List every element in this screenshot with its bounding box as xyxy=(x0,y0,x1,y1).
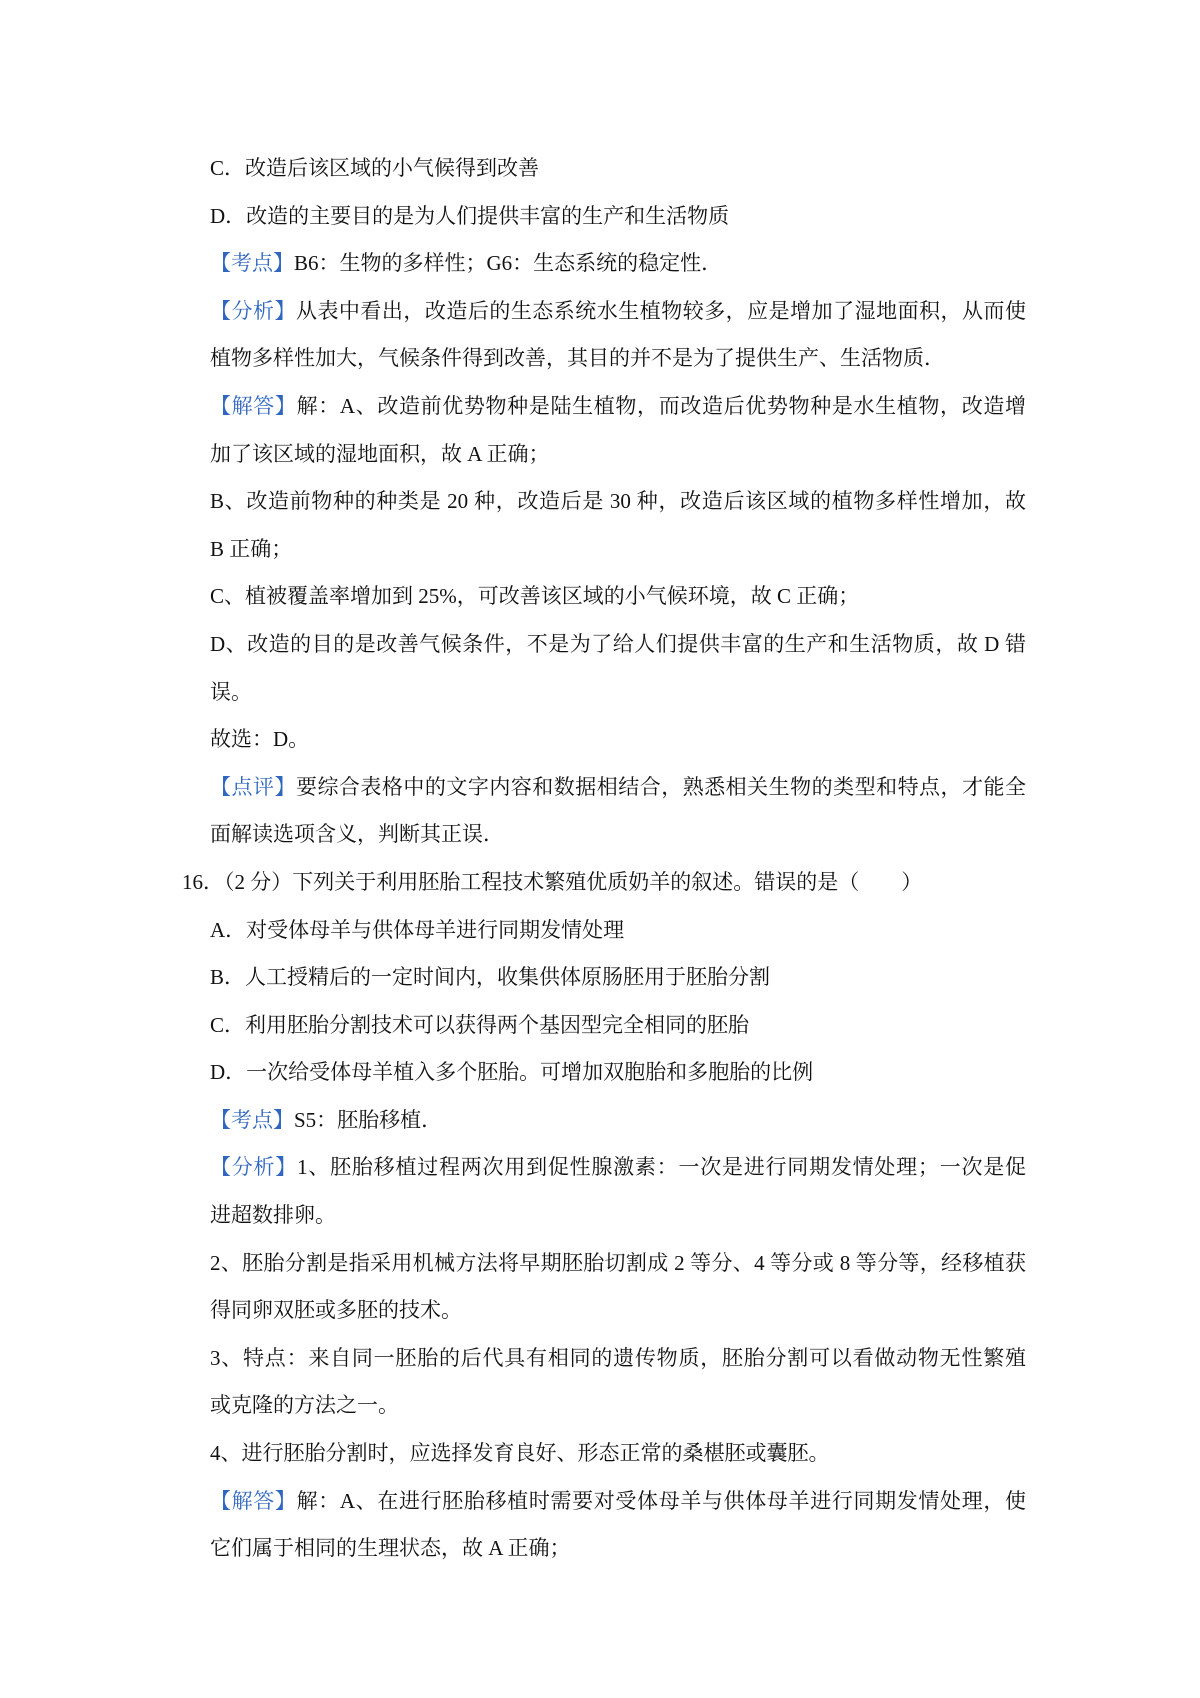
q16-option-b: B．人工授精后的一定时间内，收集供体原肠胚用于胚胎分割 xyxy=(210,965,771,990)
section-label-kaodian: 【考点】 xyxy=(210,1107,294,1132)
q16-fenxi-line: 或克隆的方法之一。 xyxy=(210,1393,399,1418)
q16-jieda-line: 它们属于相同的生理状态，故 A 正确； xyxy=(210,1536,571,1561)
q15-jieda-line: C、植被覆盖率增加到 25%，可改善该区域的小气候环境，故 C 正确； xyxy=(210,584,860,609)
section-text: 从表中看出，改造后的生态系统水生植物较多，应是增加了湿地面积，从而使 xyxy=(295,298,1027,323)
question-score: （2 分） xyxy=(224,869,293,894)
q15-jieda-line: 加了该区域的湿地面积，故 A 正确； xyxy=(210,441,550,466)
q16-fenxi-line: 2、胚胎分割是指采用机械方法将早期胚胎切割成 2 等分、4 等分或 8 等分等，经移植获 xyxy=(210,1250,1026,1275)
q16-fenxi-line: 4、进行胚胎分割时，应选择发育良好、形态正常的桑椹胚或囊胚。 xyxy=(210,1441,830,1466)
q16-option-d: D．一次给受体母羊植入多个胚胎。可增加双胞胎和多胞胎的比例 xyxy=(210,1060,814,1085)
q16-fenxi-line xyxy=(210,1144,1026,1192)
q16-kaodian xyxy=(210,1097,1026,1145)
q15-jieda-line xyxy=(210,383,1026,431)
q16-fenxi-line: 得同卵双胚或多胚的技术。 xyxy=(210,1298,462,1323)
q16-jieda-line xyxy=(210,1478,1026,1526)
q15-dianping-line xyxy=(210,764,1026,812)
q15-kaodian xyxy=(210,240,1026,288)
q15-answer-choice: 故选：D。 xyxy=(210,727,310,752)
question-text: 下列关于利用胚胎工程技术繁殖优质奶羊的叙述。错误的是（ ） xyxy=(292,869,923,894)
section-text: 解：A、在进行胚胎移植时需要对受体母羊与供体母羊进行同期发情处理，使 xyxy=(296,1488,1026,1513)
page-content xyxy=(182,145,1027,1573)
section-label-fenxi: 【分析】 xyxy=(210,1155,298,1180)
q16-option-a: A．对受体母羊与供体母羊进行同期发情处理 xyxy=(210,917,625,942)
q15-jieda-line: D、改造的目的是改善气候条件，不是为了给人们提供丰富的生产和生活物质，故 D 错 xyxy=(210,631,1026,656)
section-text: 1、胚胎移植过程两次用到促性腺激素：一次是进行同期发情处理；一次是促 xyxy=(297,1155,1027,1180)
q16-question-stem xyxy=(182,859,1026,907)
section-label-dianping: 【点评】 xyxy=(210,774,296,799)
q16-fenxi-line: 进超数排卵。 xyxy=(210,1203,336,1228)
q15-fenxi-line: 植物多样性加大，气候条件得到改善，其目的并不是为了提供生产、生活物质． xyxy=(210,346,945,371)
q15-jieda-line: B、改造前物种的种类是 20 种，改造后是 30 种，改造后该区域的植物多样性增加，故 xyxy=(210,489,1026,514)
q16-fenxi-line: 3、特点：来自同一胚胎的后代具有相同的遗传物质，胚胎分割可以看做动物无性繁殖 xyxy=(210,1345,1026,1370)
section-label-jieda: 【解答】 xyxy=(210,1488,297,1513)
section-label-kaodian: 【考点】 xyxy=(210,251,294,276)
q15-jieda-line: B 正确； xyxy=(210,536,293,561)
section-text: 要综合表格中的文字内容和数据相结合，熟悉相关生物的类型和特点，才能全 xyxy=(295,774,1027,799)
q16-option-c: C．利用胚胎分割技术可以获得两个基因型完全相同的胚胎 xyxy=(210,1012,750,1037)
q15-option-c: C．改造后该区域的小气候得到改善 xyxy=(210,156,540,180)
question-number: 16． xyxy=(182,869,224,894)
q15-jieda-line: 误。 xyxy=(210,679,252,704)
section-text: B6：生物的多样性；G6：生态系统的稳定性． xyxy=(294,251,723,276)
q15-fenxi-line xyxy=(210,288,1026,336)
section-text: S5：胚胎移植． xyxy=(294,1107,443,1132)
section-text: 解：A、改造前优势物种是陆生植物，而改造后优势物种是水生植物，改造增 xyxy=(296,393,1026,418)
section-label-fenxi: 【分析】 xyxy=(210,298,296,323)
section-label-jieda: 【解答】 xyxy=(210,393,297,418)
q15-dianping-line: 面解读选项含义，判断其正误． xyxy=(210,822,504,847)
q15-option-d: D．改造的主要目的是为人们提供丰富的生产和生活物质 xyxy=(210,203,730,228)
